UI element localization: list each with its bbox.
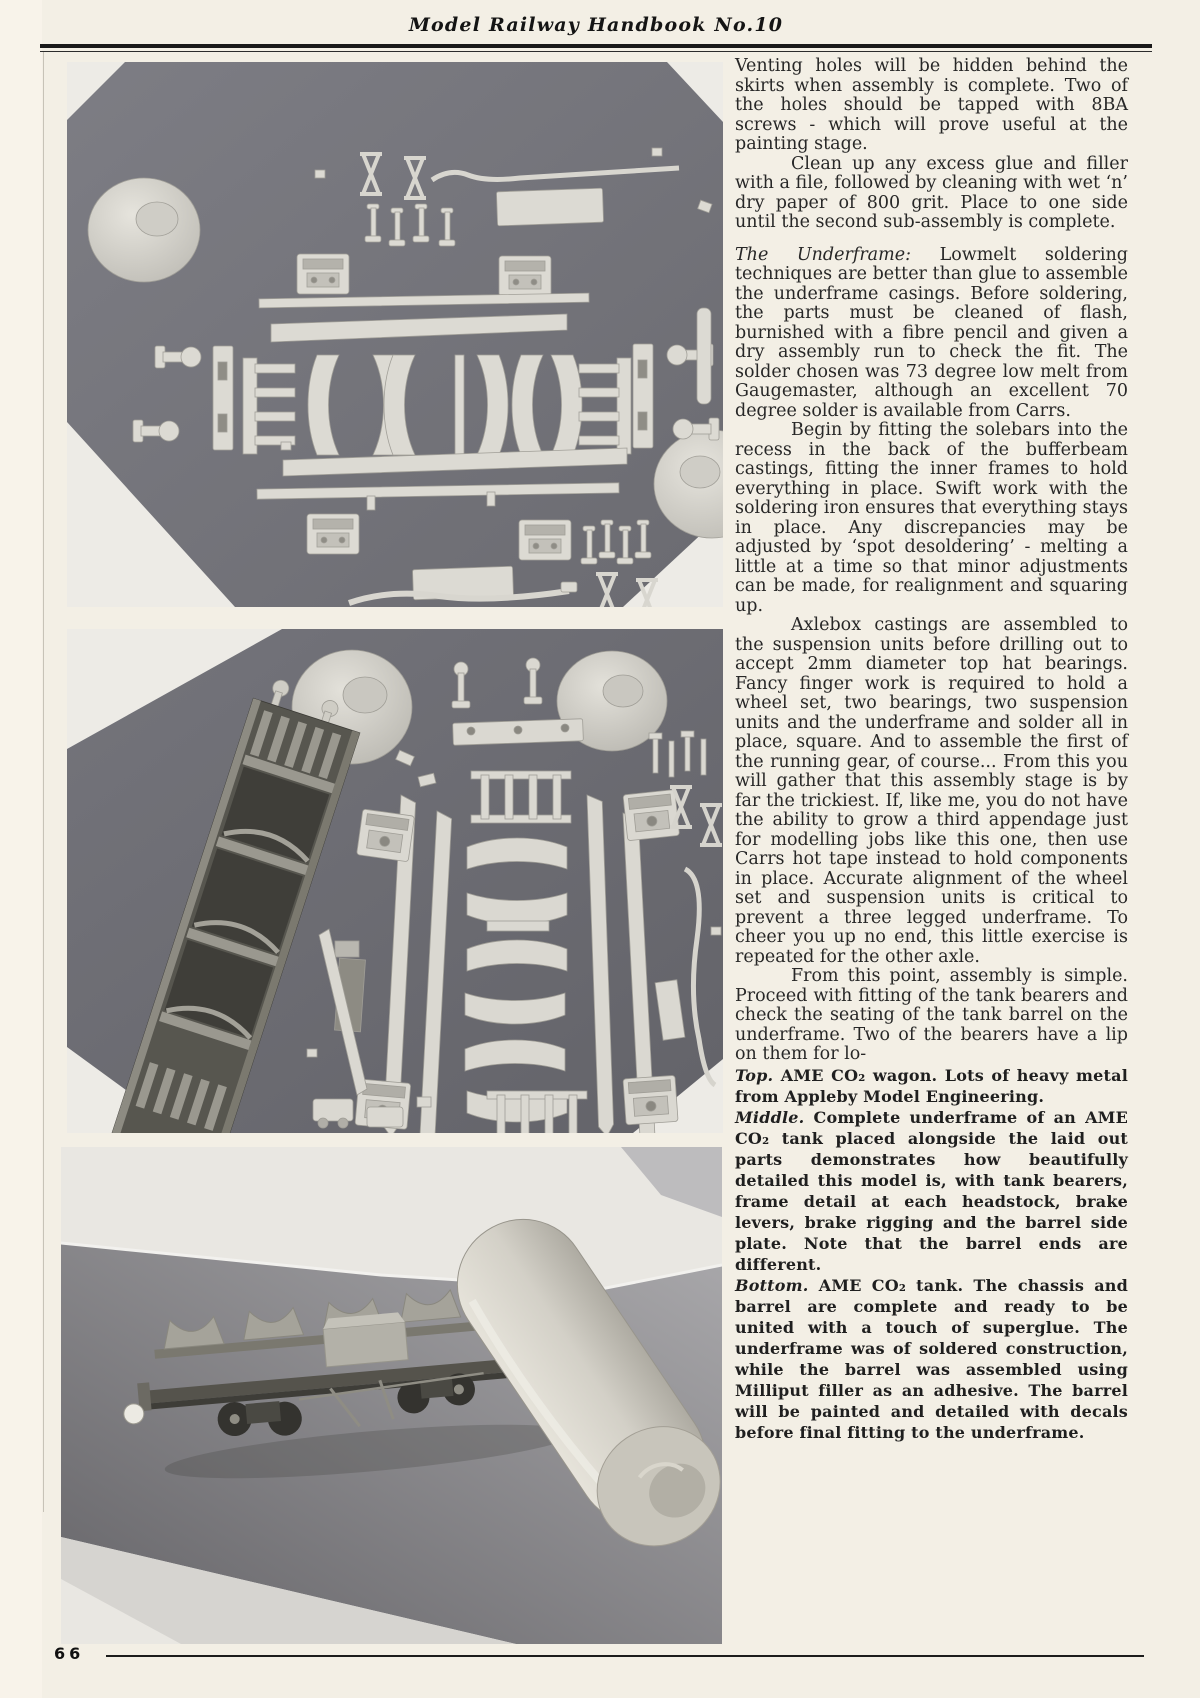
axlebox-casting bbox=[499, 256, 551, 296]
photo-kit-parts-layout bbox=[67, 62, 723, 607]
axlebox-casting bbox=[519, 520, 571, 560]
page-number: 66 bbox=[54, 1644, 85, 1663]
caption-text: AME CO₂ wagon. Lots of heavy metal from Appleby Model Engineering. bbox=[735, 1065, 1128, 1106]
caption-lead: Top. bbox=[735, 1065, 774, 1085]
header-rule-thick bbox=[40, 44, 1152, 48]
body-paragraph-underframe bbox=[735, 246, 1128, 422]
body-paragraph: Begin by fitting the solebars into the recess in the back of the bufferbeam castings, fitting the inner frames to hold everything in place. Swift work with the soldering iron ensures that everything stays in place. Any discrepancies may be adjusted by ‘spot desoldering’ - melting a little at a time so that minor adjustments can be made, for realignment and squaring up. bbox=[735, 420, 1128, 616]
gutter-line bbox=[43, 52, 44, 1512]
photo-underframe-and-parts bbox=[67, 629, 723, 1133]
body-paragraph: Clean up any excess glue and filler with a file, followed by cleaning with wet ‘n’ dry paper of 800 grit. Place to one side until the second sub-assembly is complete. bbox=[735, 153, 1128, 232]
body-paragraph: Venting holes will be hidden behind the skirts when assembly is complete. Two of the holes should be tapped with 8BA screws - which will prove useful at the painting stage. bbox=[735, 56, 1128, 154]
axlebox-casting bbox=[307, 514, 359, 554]
caption-text: AME CO₂ tank. The chassis and barrel are complete and ready to be united with a touch of superglue. The underframe was of soldered construction, while the barrel was assembled using Milliput filler as an adhesive. The barrel will be painted and detailed with decals before final fitting to the underframe. bbox=[735, 1275, 1128, 1442]
tank-end-disc bbox=[88, 178, 200, 282]
caption-lead: Bottom. bbox=[735, 1275, 809, 1295]
caption-lead: Middle. bbox=[735, 1107, 805, 1127]
axlebox-casting bbox=[623, 1075, 678, 1125]
caption-middle bbox=[735, 1107, 1128, 1275]
body-paragraph: From this point, assembly is simple. Proceed with fitting of the tank bearers and check the seating of the tank barrel on the underframe. Two of the bearers have a lip on them for lo- bbox=[735, 966, 1128, 1064]
page-title: Model Railway Handbook No.10 bbox=[408, 14, 784, 36]
axlebox-casting bbox=[623, 790, 680, 841]
caption-top bbox=[735, 1065, 1128, 1107]
caption-bottom bbox=[735, 1275, 1128, 1443]
article-column bbox=[735, 57, 1128, 1443]
axlebox-casting bbox=[297, 254, 349, 294]
body-text: Lowmelt soldering techniques are better than glue to assemble the underframe casings. Before soldering, the parts must be cleaned of flash, burnished with a fibre pencil and given a dry assembly run to check the fit. The solder chosen was 73 degree low melt from Gaugemaster, although an excellent 70 degree solder is available from Carrs. bbox=[735, 244, 1128, 421]
caption-text: Complete underframe of an AME CO₂ tank placed alongside the laid out parts demonstrates how beautifully detailed this model is, with tank bearers, frame detail at each headstock, brake levers, brake rigging and the barrel side plate. Note that the barrel ends are different. bbox=[735, 1107, 1128, 1274]
axlebox-casting bbox=[357, 809, 415, 862]
page-margin-strip bbox=[0, 0, 42, 1698]
section-lead: The Underframe: bbox=[735, 244, 911, 265]
body-paragraph: Axlebox castings are assembled to the suspension units before drilling out to accept 2mm diameter top hat bearings. Fancy finger work is required to hold a wheel set, two bearings, two suspension units and the underframe and solder all in place, square. And to assemble the first of the running gear, of course... From this you will gather that this assembly stage is by far the trickiest. If, like me, you do not have the ability to grow a third appendage just for modelling jobs like this one, then use Carrs hot tape instead to hold components in place. Accurate alignment of the wheel set and suspension units is critical to prevent a three legged underframe. To cheer you up no end, this little exercise is repeated for the other axle. bbox=[735, 615, 1128, 967]
header-rule-thin bbox=[40, 51, 1152, 52]
footer-rule bbox=[106, 1655, 1144, 1657]
photo-chassis-and-barrel bbox=[61, 1147, 722, 1644]
